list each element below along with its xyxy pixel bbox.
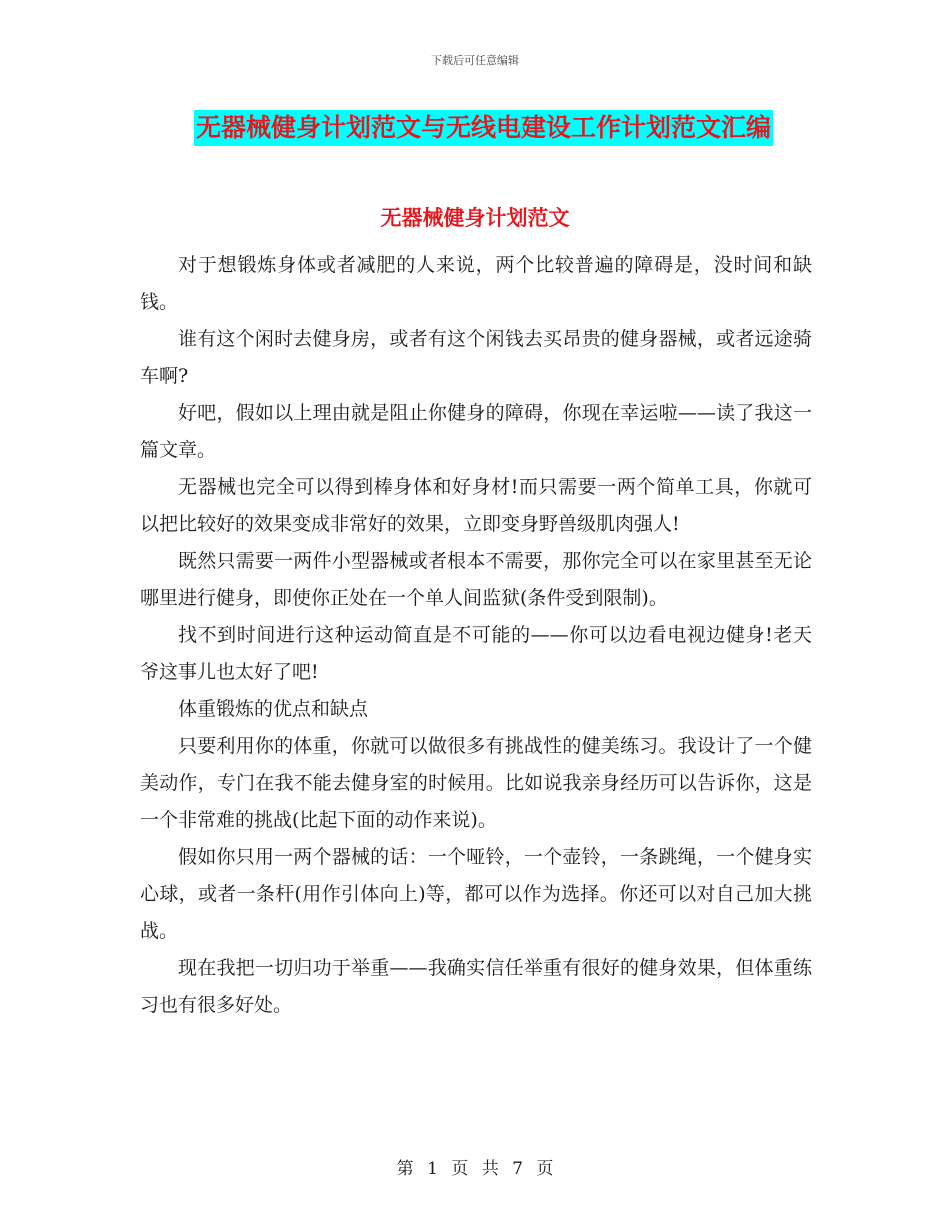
footer-total-word: 共	[481, 1159, 499, 1179]
document-body	[140, 247, 812, 1024]
footer-prefix: 第	[396, 1159, 414, 1179]
paragraph: 既然只需要一两件小型器械或者根本不需要，那你完全可以在家里甚至无论哪里进行健身，即使你正处在一个单人间监狱(条件受到限制)。	[140, 550, 812, 609]
paragraph: 谁有这个闲时去健身房，或者有这个闲钱去买昂贵的健身器械，或者远途骑车啊?	[140, 328, 812, 387]
document-title: 无器械健身计划范文与无线电建设工作计划范文汇编	[194, 110, 773, 146]
page-footer	[0, 1154, 950, 1179]
paragraph: 现在我把一切归功于举重——我确实信任举重有很好的健身效果，但体重练习也有很多好处。	[140, 957, 812, 1016]
paragraph: 找不到时间进行这种运动简直是不可能的——你可以边看电视边健身!老天爷这事儿也太好了吧!	[140, 624, 812, 683]
footer-suffix: 页	[536, 1159, 554, 1179]
paragraph: 好吧，假如以上理由就是阻止你健身的障碍，你现在幸运啦——读了我这一篇文章。	[140, 402, 812, 461]
subheading-paragraph: 体重锻炼的优点和缺点	[178, 698, 369, 720]
paragraph: 无器械也完全可以得到棒身体和好身材!而只需要一两个简单工具，你就可以把比较好的效果变成非常好的效果，立即变身野兽级肌肉强人!	[140, 476, 812, 535]
total-pages-number: 7	[512, 1159, 523, 1179]
footer-page-word: 页	[451, 1159, 469, 1179]
paragraph: 假如你只用一两个器械的话：一个哑铃，一个壶铃，一条跳绳，一个健身实心球，或者一条杆(用作引体向上)等，都可以作为选择。你还可以对自己加大挑战。	[140, 846, 812, 942]
paragraph: 对于想锻炼身体或者减肥的人来说，两个比较普遍的障碍是，没时间和缺钱。	[140, 254, 812, 313]
header-note: 下载后可任意编辑	[431, 54, 519, 67]
current-page-number: 1	[427, 1159, 438, 1179]
section-title: 无器械健身计划范文	[380, 206, 570, 230]
paragraph: 只要利用你的体重，你就可以做很多有挑战性的健美练习。我设计了一个健美动作，专门在我不能去健身室的时候用。比如说我亲身经历可以告诉你，这是一个非常难的挑战(比起下面的动作来说)。	[140, 735, 812, 831]
